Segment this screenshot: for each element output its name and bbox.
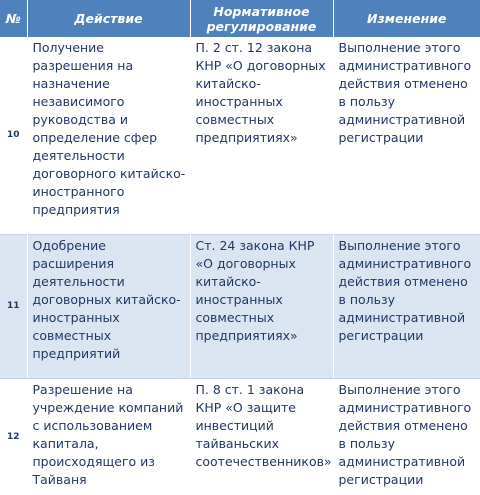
header-change: Изменение (333, 0, 480, 37)
row-change: Выполнение этого административного действия отменено в пользу административной регистрации (333, 378, 480, 495)
row-action: Получение разрешения на назначение независимого руководства и определение сфер деятельности договорного китайско-иностранного предприятия (27, 37, 190, 234)
row-number: 12 (0, 378, 27, 495)
row-number: 10 (0, 37, 27, 234)
row-number: 11 (0, 234, 27, 378)
row-action: Разрешение на учреждение компаний с использованием капитала, происходящего из Тайваня (27, 378, 190, 495)
header-action: Действие (27, 0, 190, 37)
table-row (0, 37, 480, 234)
row-regulation: П. 2 ст. 12 закона КНР «О договорных китайско-иностранных совместных предприятиях» (190, 37, 333, 234)
header-number: № (0, 0, 27, 37)
row-change: Выполнение этого административного действия отменено в пользу административной регистрации (333, 234, 480, 378)
header-regulation: Нормативное регулирование (190, 0, 333, 37)
table-header-row (0, 0, 480, 37)
row-regulation: П. 8 ст. 1 закона КНР «О защите инвестиций тайваньских соотечественников» (190, 378, 333, 495)
table-row (0, 378, 480, 495)
table-row (0, 234, 480, 378)
row-regulation: Ст. 24 закона КНР «О договорных китайско-иностранных совместных предприятиях» (190, 234, 333, 378)
row-change: Выполнение этого административного действия отменено в пользу административной регистрации (333, 37, 480, 234)
row-action: Одобрение расширения деятельности договорных китайско-иностранных совместных предприятий (27, 234, 190, 378)
